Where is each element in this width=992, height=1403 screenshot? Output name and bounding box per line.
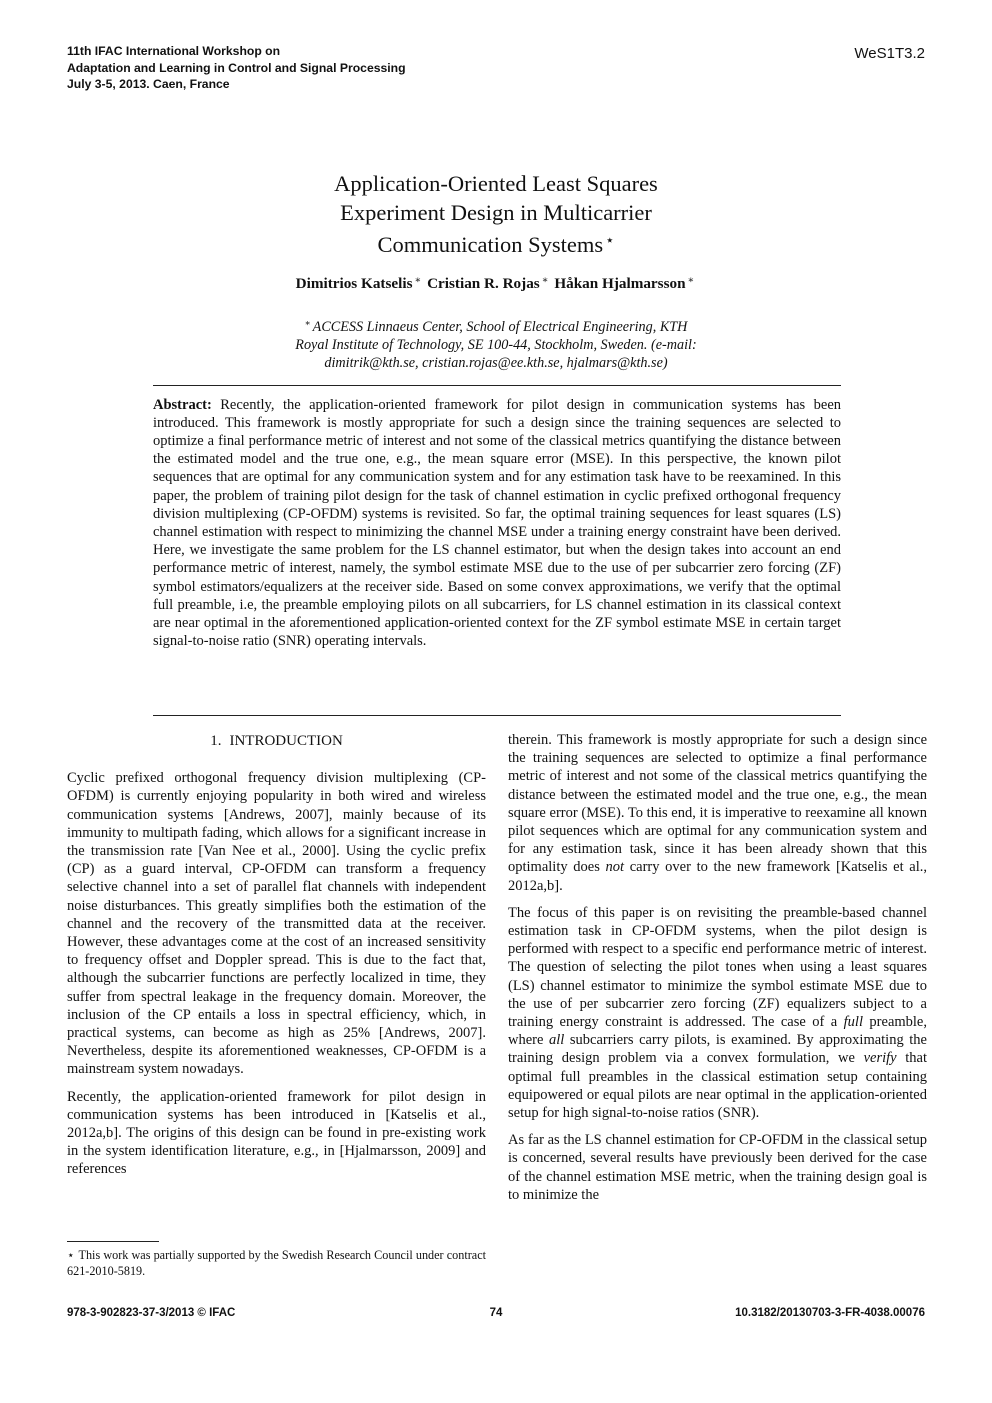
title-footnote-mark: ⋆ — [605, 233, 615, 249]
body-paragraph: therein. This framework is mostly appropriate for such a design since the training sequences are selected to optimize a final performance metric of interest and not some of the classical metrics quantifying the distance between the estimated model and the true one, e.g., the mean square error (MSE). To this end, it is imperative to reexamine all known pilot sequences which are optimal for any communication system and for any estimation task, since it has been already shown that this optimality does not carry over to the new framework [Katselis et al., 2012a,b]. — [508, 732, 928, 894]
abstract-bottom-rule — [153, 715, 841, 716]
author-name: Håkan Hjalmarsson — [554, 275, 686, 292]
title-line: Experiment Design in Multicarrier — [340, 200, 652, 225]
author-name: Cristian R. Rojas — [427, 275, 540, 292]
section-title: INTRODUCTION — [229, 733, 343, 749]
abstract — [153, 396, 841, 651]
author-name: Dimitrios Katselis — [295, 275, 413, 292]
affiliation-line: ∗ ACCESS Linnaeus Center, School of Electrical Engineering, KTH — [304, 318, 688, 335]
paper-title — [150, 169, 842, 259]
title-text: Communication Systems — [377, 232, 604, 257]
emphasis: not — [605, 859, 625, 876]
title-line: Application-Oriented Least Squares — [334, 171, 658, 196]
abstract-text: Recently, the application-oriented framework for pilot design in communication systems has been introduced. This framework is mostly appropriate for such a design since the training sequences are selected to optimize a final performance metric of interest and not some of the classical metrics quantifying the distance between the estimated model and the true one, e.g., the mean square error (MSE). In this perspective, the known pilot sequences that are optimal for any communication system and for any estimation task have to be reexamined. In this paper, the problem of training pilot design for the task of channel estimation in cyclic prefixed orthogonal frequency division multiplexing (CP-OFDM) systems is revisited. So far, the optimal training sequences for least squares (LS) channel estimation with respect to minimizing the channel MSE under a training energy constraint have been derived. Here, we investigate the same problem for the LS channel estimator, but when the design takes into account an end performance metric of interest, namely, the symbol estimate MSE due to the use of per subcarrier zero forcing (ZF) symbol estimators/equalizers at the receiver side. Based on some convex approximations, we verify that the optimal full preamble, i.e, the preamble employing pilots on all subcarriers, for LS channel estimation in its classical context are near optimal in the aforementioned application-oriented context for the ZF symbol estimate MSE in certain target signal-to-noise ratio (SNR) operating intervals. — [153, 396, 842, 650]
author-mark: ∗ — [687, 275, 695, 286]
footnote — [67, 1247, 486, 1279]
section-heading — [67, 732, 486, 750]
footer-isbn: 978-3-902823-37-3/2013 © IFAC — [67, 1307, 236, 1319]
affiliation-mark: ∗ — [304, 318, 311, 328]
conference-header — [67, 43, 406, 93]
emphasis: all — [549, 1032, 565, 1049]
right-column — [508, 731, 927, 1213]
abstract-top-rule — [153, 385, 841, 386]
session-code: WeS1T3.2 — [854, 45, 925, 62]
abstract-label: Abstract: — [153, 396, 212, 413]
body-paragraph: As far as the LS channel estimation for CP-OFDM in the classical setup is concerned, several results have previously been derived for the case of the channel estimation MSE metric, when the training design goal is to minimize the — [508, 1132, 927, 1203]
conference-line: 11th IFAC International Workshop on — [67, 44, 281, 58]
footnote-mark: ⋆ — [67, 1248, 75, 1262]
affiliation-line: Royal Institute of Technology, SE 100-44, Stockholm, Sweden. (e-mail: — [295, 337, 697, 354]
footnote-text: This work was partially supported by the Swedish Research Council under contract 621-2010-5819. — [67, 1248, 486, 1278]
emphasis: verify — [863, 1050, 897, 1067]
footnote-rule — [67, 1241, 159, 1242]
body-paragraph: Recently, the application-oriented framework for pilot design in communication systems has been introduced in [Katselis et al., 2012a,b]. The origins of this design can be found in pre-existing work in the system identification literature, e.g., in [Hjalmarsson, 2009] and references — [67, 1088, 486, 1178]
emphasis: full — [843, 1014, 863, 1031]
author-list — [150, 275, 842, 293]
left-column — [67, 731, 486, 1188]
body-paragraph: Cyclic prefixed orthogonal frequency division multiplexing (CP-OFDM) is currently enjoying popularity in both wired and wireless communication systems [Andrews, 2007], mainly because of its immunity to multipath fading, which allows for a significant increase in the transmission rate [Van Nee et al., 2000]. Using the cyclic prefix (CP) as a guard interval, CP-OFDM can transform a frequency selective channel into a set of parallel flat channels with independent noise disturbances. This greatly simplifies both the estimation of the channel and the recovery of the transmitted data at the receiver. However, these advantages come at the cost of an increased sensitivity to frequency offset and Doppler spread. This is due to the fact that, although the subcarrier functions are perfectly localized in time, they suffer from spectral leakage in the frequency domain. Moreover, the inclusion of the CP entails a loss in spectral efficiency, which, in practical systems, can become as high as 25% [Andrews, 2007]. Nevertheless, despite its aforementioned weaknesses, CP-OFDM is a mainstream system nowadays. — [67, 770, 486, 1078]
conference-line: Adaptation and Learning in Control and Signal Processing — [67, 60, 406, 75]
author-mark: ∗ — [414, 275, 422, 286]
body-paragraph: The focus of this paper is on revisiting the preamble-based channel estimation task in CP-OFDM systems, when the pilot design is performed with respect to a specific end performance metric of interest. The question of selecting the pilot tones when using a least squares (LS) channel estimator to minimize the symbol estimate MSE due to the use of per subcarrier zero forcing (ZF) equalizers subject to a training energy constraint is addressed. The case of a full preamble, where all subcarriers carry pilots, is examined. By approximating the training design problem via a convex formulation, we verify that optimal full preambles in the classical estimation setup containing equipowered or equal pilots are near optimal in the application-oriented setup for high signal-to-noise ratios (SNR). — [508, 904, 927, 1122]
section-number: 1. — [210, 733, 222, 749]
affiliation — [150, 314, 842, 373]
author-mark: ∗ — [541, 275, 549, 286]
conference-line: July 3-5, 2013. Caen, France — [67, 77, 230, 91]
footer-page-number: 74 — [489, 1307, 503, 1319]
title-line — [150, 227, 842, 259]
affiliation-line: dimitrik@kth.se, cristian.rojas@ee.kth.se, hjalmars@kth.se) — [324, 355, 668, 372]
footer-doi: 10.3182/20130703-3-FR-4038.00076 — [735, 1307, 925, 1319]
